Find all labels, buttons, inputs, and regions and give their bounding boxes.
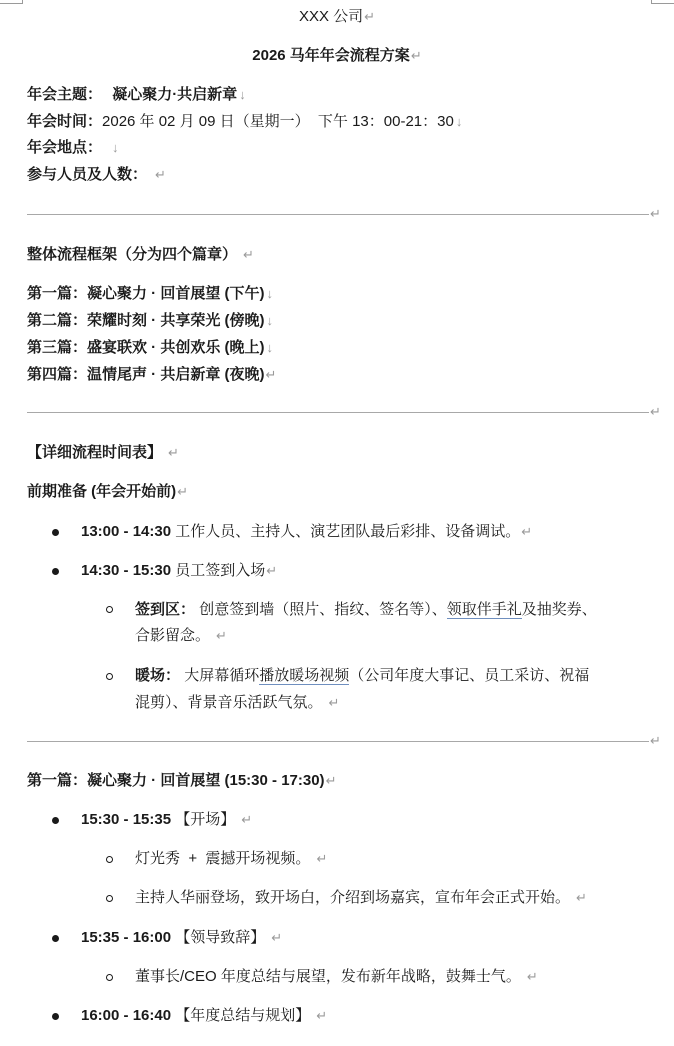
part1-item-time: 15:30 - 15:35 [81, 811, 172, 828]
bullet-icon [52, 935, 59, 942]
chapter-text: 第三篇：盛宴联欢 · 共创欢乐 (晚上) [27, 339, 265, 356]
sub-bullet-icon [106, 673, 113, 680]
paragraph-mark-icon: ↵ [243, 247, 254, 262]
part1-sub-item [135, 966, 538, 988]
paragraph-mark-icon: ↵ [576, 890, 587, 905]
paragraph-mark-icon: ↵ [650, 733, 661, 748]
sub-bullet-icon [106, 974, 113, 981]
paragraph-mark-icon: ↵ [168, 445, 179, 460]
warmup-item-wrap [135, 692, 339, 714]
prep-item-text: 工作人员、主持人、演艺团队最后彩排、设备调试。 [175, 523, 521, 540]
bullet-icon [52, 1013, 59, 1020]
place-label: 年会地点： [27, 139, 103, 156]
part1-item [81, 809, 252, 831]
bullet-icon [52, 529, 59, 536]
divider [27, 214, 649, 215]
page-corner-mark-right [651, 0, 674, 4]
chapter-text: 第四篇：温情尾声 · 共启新章 (夜晚) [27, 366, 265, 383]
prep-item-text: 员工签到入场 [175, 562, 266, 579]
document-title [0, 45, 674, 67]
prep-item-time: 14:30 - 15:30 [81, 562, 172, 579]
prep-item-time: 13:00 - 14:30 [81, 523, 172, 540]
people-label: 参与人员及人数： [27, 166, 148, 183]
part1-sub-text: 董事长/CEO 年度总结与展望，发布新年战略，鼓舞士气。 [135, 968, 521, 985]
schedule-heading [27, 442, 179, 464]
theme-value: 凝心聚力·共启新章 [112, 86, 238, 103]
divider [27, 412, 649, 413]
part1-heading [27, 770, 336, 792]
company-name-text: XXX 公司 [298, 8, 364, 25]
signin-item-wrap [135, 625, 227, 647]
chapter-item [27, 283, 273, 305]
part1-heading-text: 第一篇：凝心聚力 · 回首展望 (15:30 - 17:30) [27, 772, 325, 789]
sub-bullet-icon [106, 895, 113, 902]
chapter-text: 第二篇：荣耀时刻 · 共享荣光 (傍晚) [27, 312, 265, 329]
place-line [27, 137, 119, 159]
chapter-item [27, 310, 273, 332]
paragraph-mark-icon: ↵ [521, 524, 533, 539]
prep-item [81, 560, 277, 582]
part1-sub-text: 灯光秀 + 震撼开场视频。 [135, 850, 311, 867]
part1-item-title: 【年度总结与规划】 [175, 1007, 311, 1024]
schedule-heading-text: 【详细流程时间表】 [27, 444, 163, 461]
paragraph-mark-icon: ↵ [241, 812, 253, 827]
line-break-icon: ↓ [266, 313, 273, 328]
line-break-icon: ↓ [112, 140, 119, 155]
paragraph-mark-icon: ↵ [328, 695, 340, 710]
signin-text-cont: 及抽奖券、 [521, 601, 597, 618]
paragraph-mark-icon: ↵ [526, 969, 538, 984]
time-line [27, 111, 462, 133]
prep-item [81, 521, 532, 543]
chapter-item [27, 337, 273, 359]
chapter-item [27, 364, 276, 386]
part1-item-time: 15:35 - 16:00 [81, 929, 172, 946]
prep-heading-text: 前期准备 (年会开始前) [27, 483, 177, 500]
part1-item-time: 16:00 - 16:40 [81, 1007, 172, 1024]
paragraph-mark-icon: ↵ [266, 563, 278, 578]
warmup-text-wrap: 混剪）、背景音乐活跃气氛。 [135, 694, 323, 711]
divider [27, 741, 649, 742]
time-label: 年会时间： [27, 113, 103, 130]
part1-sub-text: 主持人华丽登场，致开场白，介绍到场嘉宾，宣布年会正式开始。 [135, 889, 571, 906]
page-corner-mark-left [0, 0, 23, 4]
part1-item [81, 1005, 327, 1027]
framework-heading [27, 244, 254, 266]
prep-heading [27, 481, 188, 503]
people-line [27, 164, 166, 186]
theme-label: 年会主题： [27, 86, 103, 103]
line-break-icon: ↓ [266, 286, 273, 301]
theme-line [27, 84, 246, 106]
warmup-item [135, 665, 589, 687]
paragraph-mark-icon: ↵ [271, 930, 283, 945]
bullet-icon [52, 568, 59, 575]
paragraph-mark-icon: ↵ [364, 9, 376, 24]
part1-sub-item [135, 887, 587, 909]
part1-item-title: 【领导致辞】 [175, 929, 266, 946]
bullet-icon [52, 817, 59, 824]
paragraph-mark-icon: ↵ [316, 851, 328, 866]
sub-bullet-icon [106, 856, 113, 863]
line-break-icon: ↓ [266, 340, 273, 355]
warmup-underlined-text: 播放暖场视频 [259, 667, 350, 684]
part1-item-title: 【开场】 [175, 811, 236, 828]
line-break-icon: ↓ [455, 114, 463, 129]
time-value: 2026 年 02 月 09 日（星期一） 下午 13：00-21：30 [102, 113, 454, 130]
line-break-icon: ↓ [239, 87, 246, 102]
signin-underlined-text: 领取伴手礼 [446, 601, 522, 618]
company-name [0, 6, 674, 28]
paragraph-mark-icon: ↵ [216, 628, 227, 643]
signin-item [135, 599, 597, 621]
signin-label: 签到区： [135, 601, 196, 618]
paragraph-mark-icon: ↵ [325, 773, 337, 788]
sub-bullet-icon [106, 606, 113, 613]
paragraph-mark-icon: ↵ [316, 1008, 328, 1023]
document-title-text: 2026 马年年会流程方案 [252, 47, 410, 64]
signin-text-wrap: 合影留念。 [135, 627, 211, 644]
paragraph-mark-icon: ↵ [410, 48, 422, 63]
signin-text: 创意签到墙（照片、指纹、签名等）、 [199, 601, 447, 618]
framework-heading-text: 整体流程框架（分为四个篇章） [27, 246, 238, 263]
paragraph-mark-icon: ↵ [177, 484, 189, 499]
part1-item [81, 927, 282, 949]
paragraph-mark-icon: ↵ [650, 206, 661, 221]
warmup-text-cont: （公司年度大事记、员工采访、祝福 [349, 667, 590, 684]
warmup-text: 大屏幕循环 [184, 667, 260, 684]
chapter-text: 第一篇：凝心聚力 · 回首展望 (下午) [27, 285, 265, 302]
part1-sub-item [135, 848, 327, 870]
paragraph-mark-icon: ↵ [650, 404, 661, 419]
warmup-label: 暖场： [135, 667, 181, 684]
paragraph-mark-icon: ↵ [155, 167, 166, 182]
paragraph-mark-icon: ↵ [265, 367, 277, 382]
